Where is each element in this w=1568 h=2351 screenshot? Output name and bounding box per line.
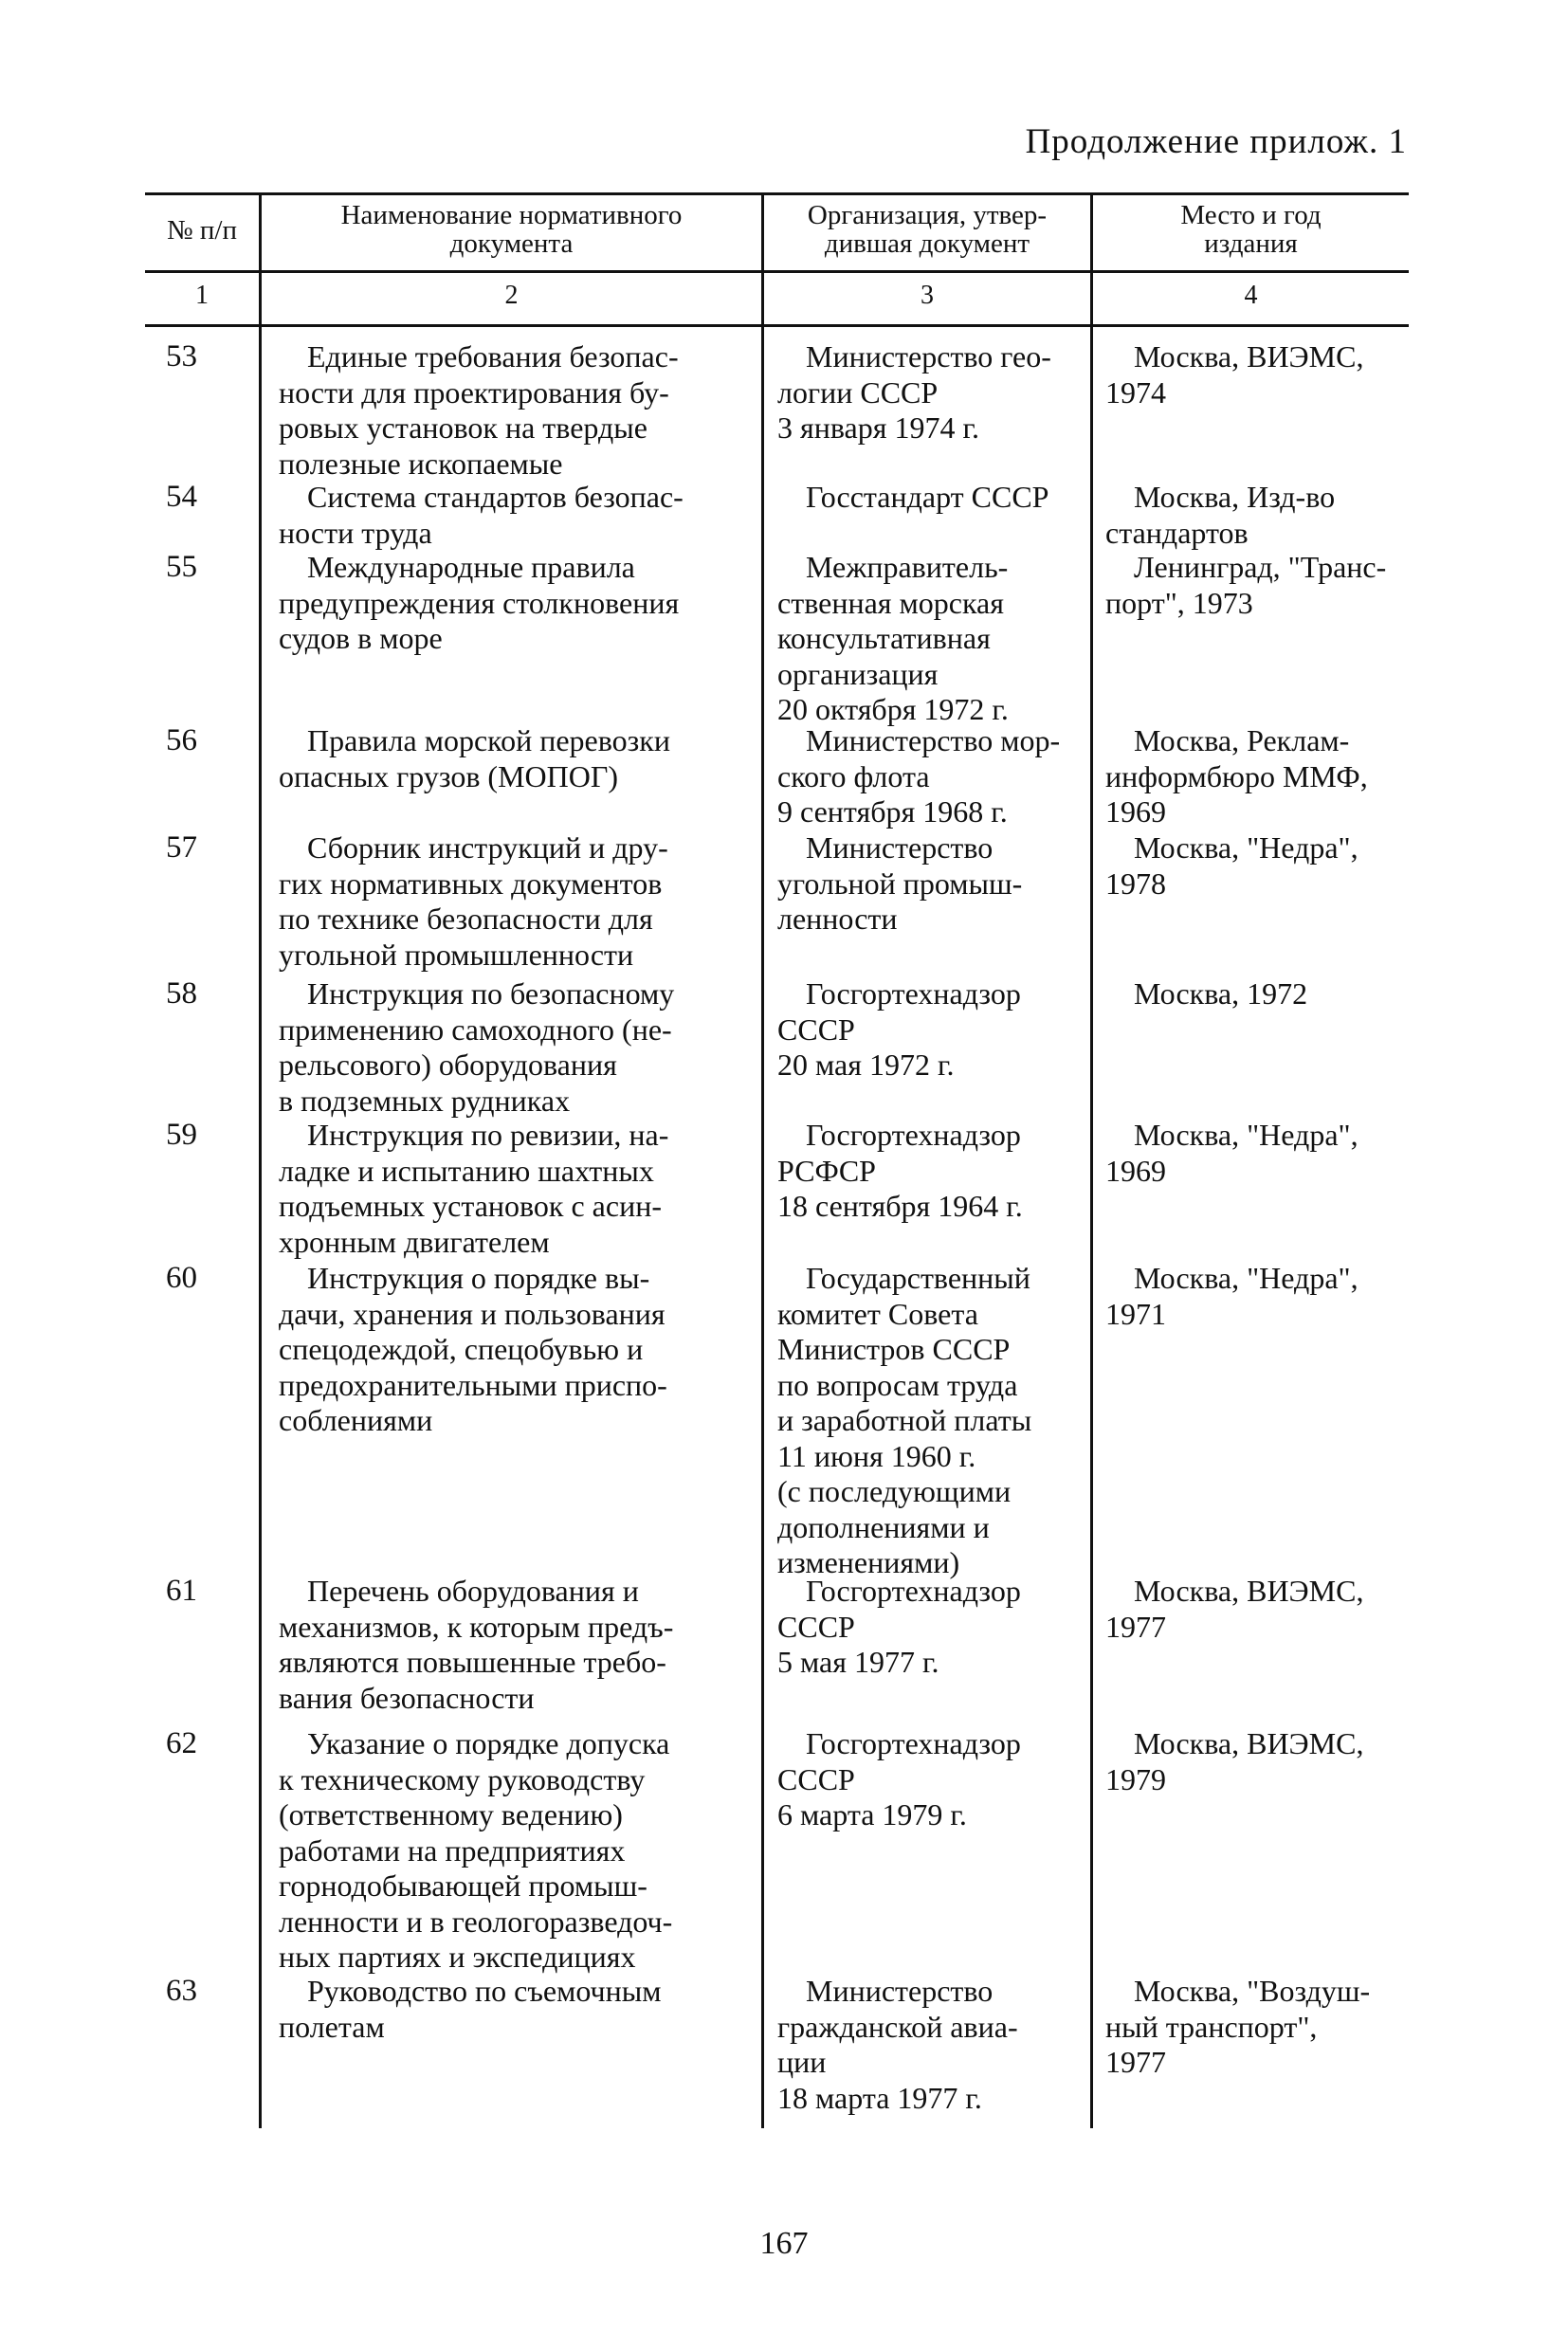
row-name-cell [279,1574,757,1716]
cell-line: Москва, "Недра", [1134,1118,1358,1152]
cell-line: 1971 [1105,1296,1166,1331]
cell-line: соблениями [279,1403,433,1437]
column-number-3: 3 [921,281,934,310]
cell-line: Министров СССР [777,1332,1011,1366]
row-number: 58 [166,976,197,1011]
cell-line: гражданской авиа- [777,2009,1018,2044]
cell-line: ных партиях и экспедициях [279,1940,636,1974]
row-number: 56 [166,723,197,757]
row-name-cell [279,480,757,551]
cell-line: ности труда [279,515,432,550]
cell-line: ции [777,2045,827,2079]
cell-line: ный транспорт", [1105,2009,1318,2044]
cell-line: вания безопасности [279,1680,535,1715]
cell-line: Госстандарт СССР [806,480,1049,514]
row-number: 54 [166,480,197,514]
column-divider-2 [761,192,764,2128]
row-org-cell [777,1261,1088,1581]
cell-line: ладке и испытанию шахтных [279,1153,654,1188]
cell-line: по технике безопасности для [279,902,653,936]
cell-line: 18 сентября 1964 г. [777,1189,1023,1223]
column-divider-3 [1090,192,1093,2128]
cell-line: ровых установок на твердые [279,410,647,445]
cell-line: 1969 [1105,1153,1166,1188]
cell-line: полезные ископаемые [279,446,563,481]
cell-line: Перечень оборудования и [307,1574,639,1608]
row-place-cell [1105,480,1407,551]
row-org-cell [777,723,1088,830]
cell-line: Госгортехнадзор [806,1726,1021,1760]
cell-line: 9 сентября 1968 г. [777,794,1008,829]
cell-line: Москва, "Недра", [1134,830,1358,865]
cell-line: 11 июня 1960 г. [777,1438,976,1473]
row-org-cell [777,830,1088,938]
cell-line: Министерство [806,1974,994,2008]
cell-line: 18 марта 1977 г. [777,2080,982,2115]
column-number-1: 1 [195,281,209,310]
cell-line: ственная морская [777,585,1004,620]
header-place-year: Место и год издания [1180,200,1322,259]
cell-line: Инструкция по ревизии, на- [307,1118,669,1152]
row-place-cell [1105,1118,1407,1189]
row-org-cell [777,1726,1088,1833]
cell-line: РСФСР [777,1153,876,1188]
cell-line: информбюро ММФ, [1105,758,1368,793]
cell-line: Министерство мор- [806,723,1061,757]
cell-line: Правила морской перевозки [307,723,670,757]
row-place-cell [1105,1261,1407,1332]
row-name-cell [279,1261,757,1439]
cell-line: в подземных рудниках [279,1083,571,1118]
cell-line: Система стандартов безопас- [307,480,684,514]
cell-line: 1974 [1105,374,1166,410]
cell-line: Москва, Реклам- [1134,723,1350,757]
cell-line: угольной промыш- [777,866,1023,901]
row-org-cell [777,1574,1088,1681]
row-name-cell [279,339,757,482]
table-top-rule [145,192,1409,195]
cell-line: горнодобывающей промыш- [279,1868,647,1903]
cell-line: к техническому руководству [279,1761,646,1796]
cell-line: предохранительными приспо- [279,1367,667,1402]
cell-line: (ответственному ведению) [279,1797,623,1832]
cell-line: по вопросам труда [777,1367,1018,1402]
cell-line: Руководство по съемочным [307,1974,662,2008]
cell-line: работами на предприятиях [279,1832,626,1868]
cell-line: изменениями) [777,1545,960,1579]
cell-line: СССР [777,1609,855,1644]
column-number-2: 2 [504,281,519,310]
cell-line: 20 октября 1972 г. [777,692,1009,726]
cell-line: Межправитель- [806,550,1009,584]
row-number: 57 [166,830,197,865]
row-name-cell [279,1118,757,1260]
header-bottom-rule [145,270,1409,273]
cell-line: СССР [777,1761,855,1796]
row-number: 53 [166,339,197,374]
row-name-cell [279,550,757,657]
cell-line: Международные правила [307,550,635,584]
cell-line: ского флота [777,758,930,793]
cell-line: Сборник инструкций и дру- [307,830,668,865]
row-place-cell [1105,723,1407,830]
row-org-cell [777,339,1088,447]
header-document-name: Наименование нормативного документа [340,200,683,259]
cell-line: 1979 [1105,1761,1166,1796]
cell-line: Инструкция о порядке вы- [307,1261,650,1295]
row-org-cell [777,976,1088,1084]
cell-line: Госгортехнадзор [806,1118,1021,1152]
cell-line: Министерство гео- [806,339,1051,374]
cell-line: дачи, хранения и пользования [279,1296,665,1331]
cell-line: полетам [279,2009,385,2044]
row-name-cell [279,830,757,973]
cell-line: (с последующими [777,1474,1012,1508]
cell-line: предупреждения столкновения [279,585,680,620]
cell-line: комитет Совета [777,1296,978,1331]
cell-line: консультативная [777,621,991,655]
cell-line: и заработной платы [777,1403,1032,1437]
row-place-cell [1105,1726,1407,1797]
cell-line: Москва, "Недра", [1134,1261,1358,1295]
cell-line: порт", 1973 [1105,585,1253,620]
row-name-cell [279,976,757,1119]
continuation-title: Продолжение прилож. 1 [1025,122,1407,161]
cell-line: стандартов [1105,515,1249,550]
cell-line: угольной промышленности [279,937,634,972]
cell-line: СССР [777,1011,855,1047]
cell-line: ности для проектирования бу- [279,374,669,410]
column-number-4: 4 [1244,281,1258,310]
row-name-cell [279,1726,757,1976]
page-number: 167 [759,2226,809,2261]
cell-line: Москва, ВИЭМС, [1134,1726,1364,1760]
cell-line: судов в море [279,621,443,655]
cell-line: 3 января 1974 г. [777,410,979,445]
cell-line: Единые требования безопас- [307,339,679,374]
row-place-cell [1105,830,1407,902]
cell-line: спецодеждой, спецобувью и [279,1332,644,1366]
cell-line: Госгортехнадзор [806,1574,1021,1608]
cell-line: механизмов, к которым предъ- [279,1609,674,1644]
cell-line: опасных грузов (МОПОГ) [279,758,619,793]
cell-line: 1978 [1105,866,1166,901]
row-name-cell [279,1974,757,2045]
row-number: 63 [166,1974,197,2008]
row-org-cell [777,1118,1088,1225]
colnum-bottom-rule [145,324,1409,327]
cell-line: применению самоходного (не- [279,1011,672,1047]
cell-line: 5 мая 1977 г. [777,1645,939,1679]
cell-line: хронным двигателем [279,1224,550,1259]
cell-line: 1969 [1105,794,1166,829]
header-organization: Организация, утвер- дившая документ [807,200,1048,259]
cell-line: рельсового) оборудования [279,1048,617,1082]
row-org-cell [777,550,1088,728]
row-org-cell [777,480,1088,516]
cell-line: Госгортехнадзор [806,976,1021,1011]
cell-line: Москва, ВИЭМС, [1134,1574,1364,1608]
row-org-cell [777,1974,1088,2116]
cell-line: 1977 [1105,1609,1166,1644]
cell-line: Инструкция по безопасному [307,976,675,1011]
cell-line: Москва, Изд-во [1134,480,1336,514]
cell-line: организация [777,656,939,691]
row-place-cell [1105,550,1407,621]
cell-line: подъемных установок с асин- [279,1189,662,1223]
row-number: 60 [166,1261,197,1295]
row-number: 55 [166,550,197,584]
header-number: № п/п [166,215,237,246]
row-number: 62 [166,1726,197,1760]
cell-line: Указание о порядке допуска [307,1726,670,1760]
cell-line: Москва, 1972 [1134,976,1308,1011]
cell-line: 1977 [1105,2045,1166,2079]
row-name-cell [279,723,757,794]
row-number: 59 [166,1118,197,1152]
cell-line: дополнениями и [777,1509,990,1544]
cell-line: 20 мая 1972 г. [777,1048,955,1082]
cell-line: Москва, ВИЭМС, [1134,339,1364,374]
cell-line: Министерство [806,830,994,865]
row-place-cell [1105,1974,1407,2081]
cell-line: ленности и в геологоразведоч- [279,1904,673,1939]
column-divider-1 [259,192,262,2128]
cell-line: гих нормативных документов [279,866,663,901]
cell-line: Ленинград, "Транс- [1134,550,1387,584]
row-place-cell [1105,339,1407,410]
cell-line: Государственный [806,1261,1030,1295]
row-place-cell [1105,1574,1407,1645]
cell-line: ленности [777,902,898,936]
cell-line: Москва, "Воздуш- [1134,1974,1371,2008]
cell-line: логии СССР [777,374,939,410]
row-place-cell [1105,976,1407,1012]
cell-line: являются повышенные требо- [279,1645,666,1679]
row-number: 61 [166,1574,197,1608]
cell-line: 6 марта 1979 г. [777,1797,967,1832]
